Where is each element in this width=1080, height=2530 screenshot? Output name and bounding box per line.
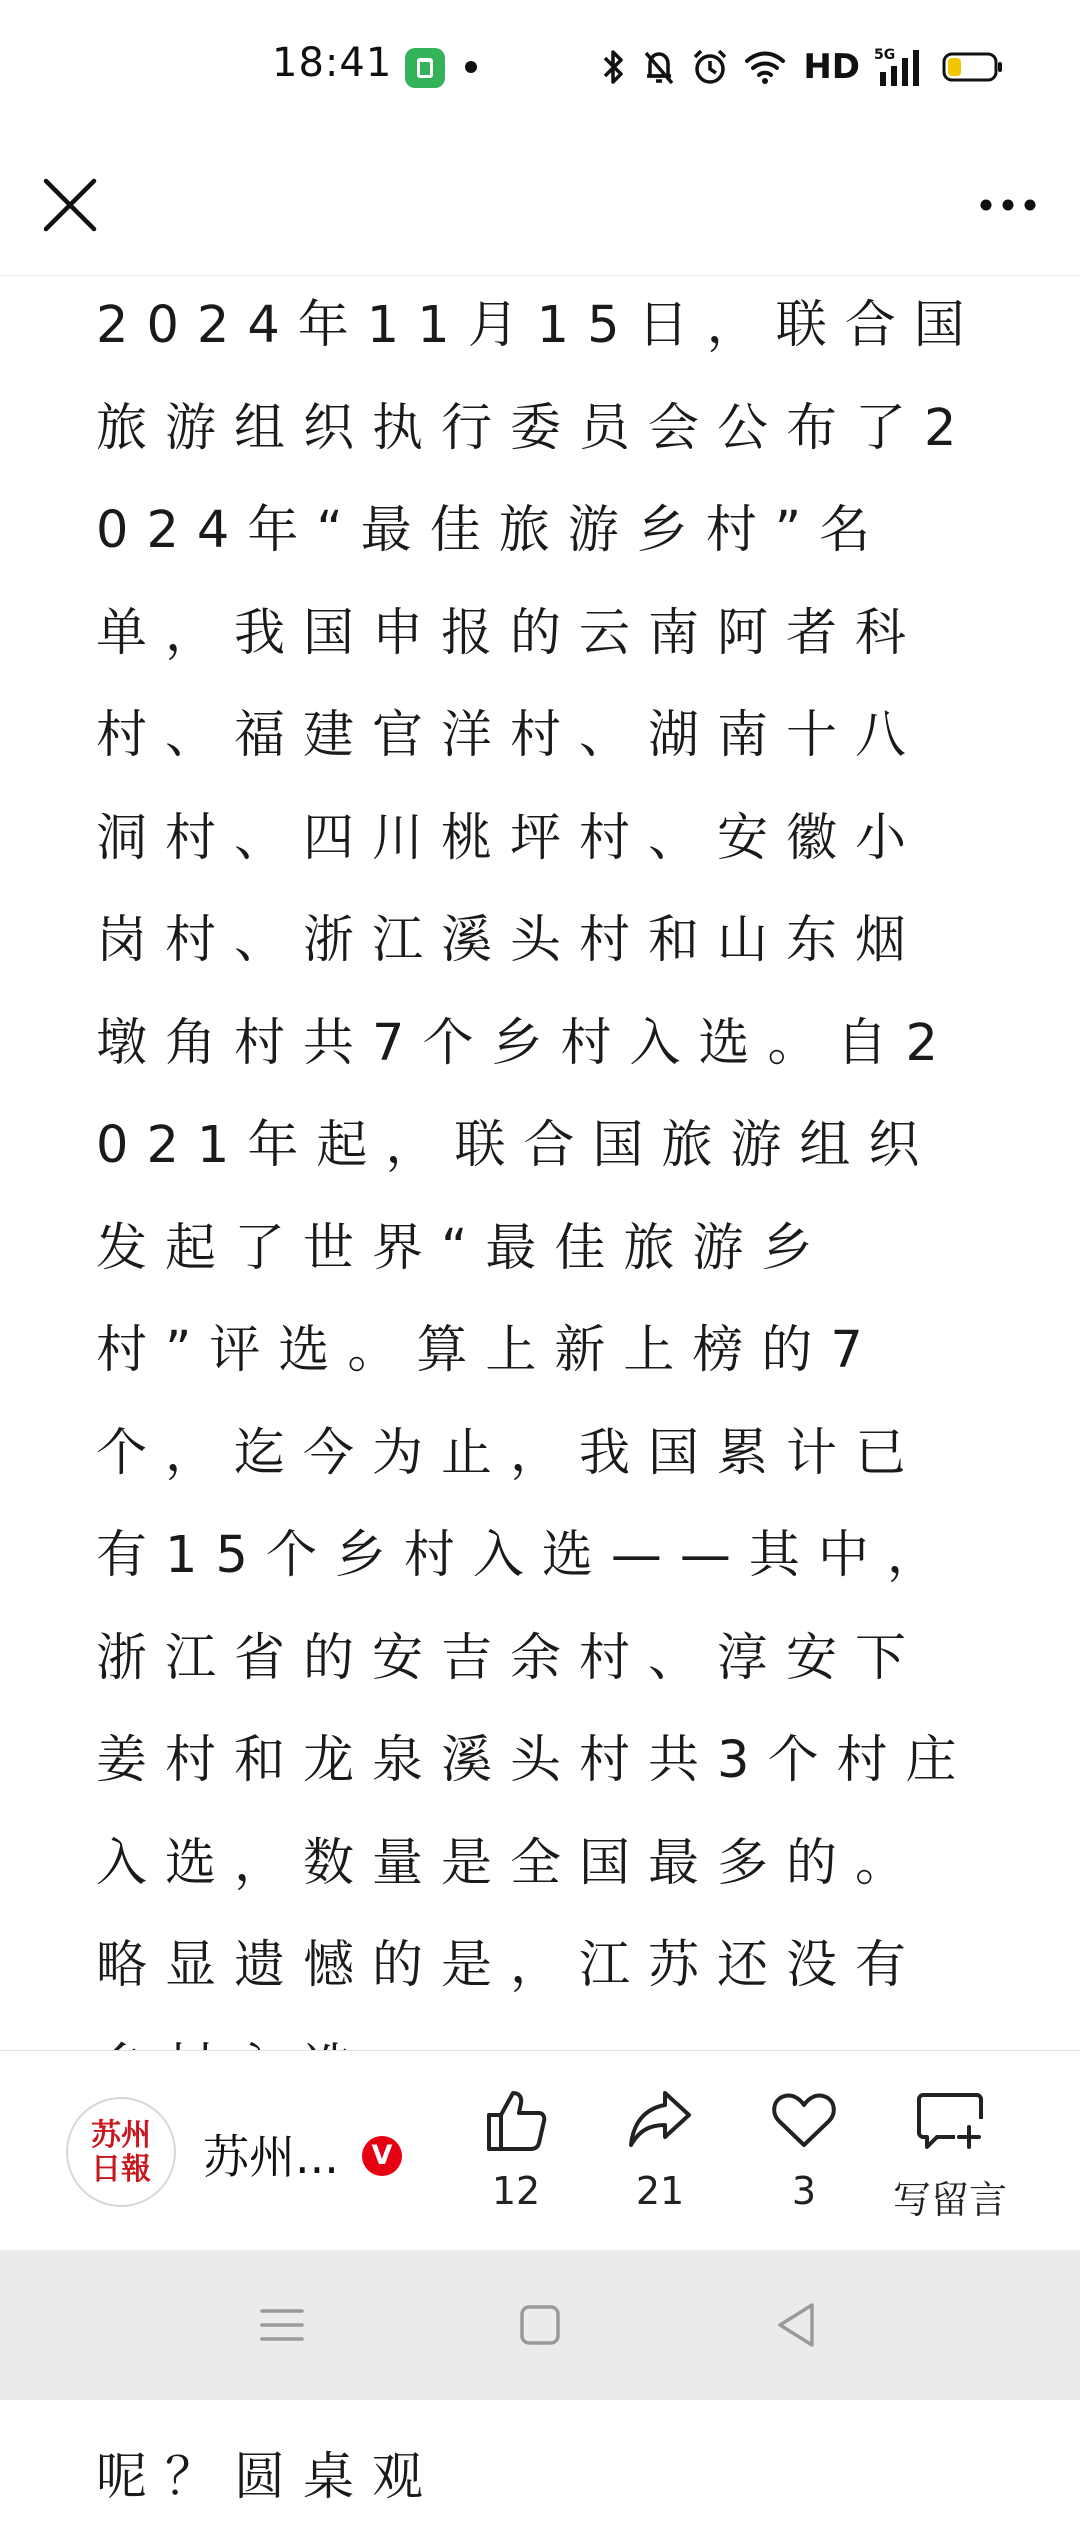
favorite-count: 3 bbox=[791, 2169, 817, 2213]
alarm-icon bbox=[691, 47, 729, 87]
article-paragraph: 2024年11月15日，联合国旅游组织执行委员会公布了2024年“最佳旅游乡村”名单，我国申报的云南阿者科村、福建官洋村、湖南十八洞村、四川桃坪村、安徽小岗村、浙江溪头村和山东烟墩角村共7个乡村入选。自2021年起，联合国旅游组织发起了世界“最佳旅游乡村”评选。算上新上榜的7个，迄今为止，我国累计已有15个乡村入选——其中，浙江省的安吉余村、淳安下姜村和龙泉溪头村共3个村庄入选，数量是全国最多的。略显遗憾的是，江苏还没有 bbox=[96, 296, 983, 1995]
like-count: 12 bbox=[491, 2169, 541, 2213]
status-icons bbox=[601, 44, 1004, 90]
heart-icon bbox=[769, 2085, 839, 2155]
write-comment-button[interactable] bbox=[880, 2085, 1020, 2225]
top-bar bbox=[0, 135, 1080, 276]
app-notification-icon bbox=[405, 48, 445, 88]
thumbs-up-icon bbox=[481, 2085, 551, 2155]
share-button[interactable] bbox=[590, 2085, 730, 2225]
bluetooth-icon bbox=[601, 47, 627, 87]
network-label: HD bbox=[803, 47, 860, 87]
article-paragraph: 呢？圆桌观 bbox=[96, 2448, 442, 2507]
comment-add-icon bbox=[915, 2085, 985, 2155]
favorite-button[interactable] bbox=[734, 2085, 874, 2225]
bottom-action-bar bbox=[0, 2050, 1080, 2251]
avatar-logo bbox=[68, 2099, 174, 2205]
close-button[interactable] bbox=[30, 165, 110, 245]
home-button[interactable] bbox=[510, 2295, 570, 2355]
menu-icon bbox=[252, 2295, 312, 2355]
back-button[interactable] bbox=[766, 2295, 826, 2355]
recent-apps-button[interactable] bbox=[252, 2295, 312, 2355]
status-bar bbox=[0, 0, 1080, 135]
signal-badge: 5G bbox=[874, 47, 896, 63]
status-time: 18:41 bbox=[272, 40, 393, 86]
account-avatar[interactable] bbox=[66, 2097, 176, 2207]
back-icon bbox=[766, 2295, 826, 2355]
svg-text:日報: 日報 bbox=[91, 2152, 151, 2187]
bell-muted-icon bbox=[641, 47, 677, 87]
more-icon bbox=[972, 175, 1044, 235]
navigation-bar bbox=[0, 2250, 1080, 2400]
home-icon bbox=[510, 2295, 570, 2355]
close-icon bbox=[30, 165, 110, 245]
avatar-text: 苏州 bbox=[91, 2118, 151, 2153]
dot-icon bbox=[465, 61, 477, 73]
signal-icon bbox=[874, 46, 928, 88]
verified-badge: V bbox=[362, 2136, 402, 2176]
share-icon bbox=[625, 2085, 695, 2155]
wifi-icon bbox=[743, 47, 787, 87]
share-count: 21 bbox=[635, 2169, 685, 2213]
like-button[interactable] bbox=[446, 2085, 586, 2225]
more-button[interactable] bbox=[972, 175, 1044, 235]
account-name[interactable]: 苏州... bbox=[203, 2130, 339, 2184]
write-comment-label: 写留言 bbox=[892, 2178, 1007, 2222]
battery-icon bbox=[942, 51, 1004, 83]
